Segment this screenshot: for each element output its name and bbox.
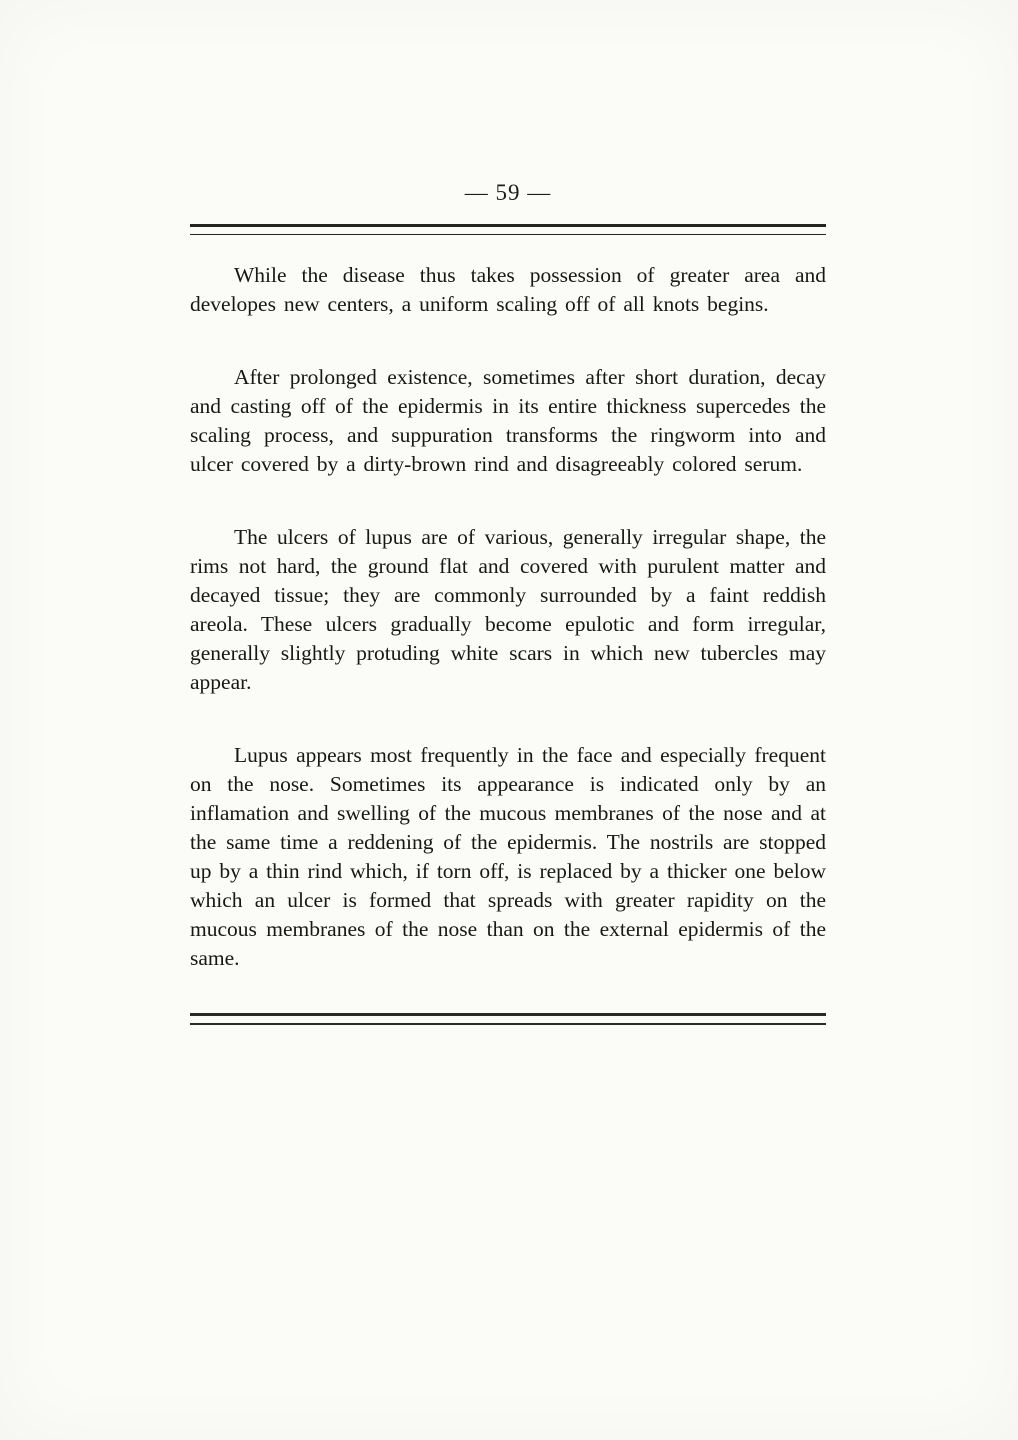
- paragraph: The ulcers of lupus are of various, generally irregular shape, the rims not hard, the ground flat and covered with purulent matter and decayed tissue; they are commonly surrounded by a faint reddish areola. These ulcers gradually become epulotic and form irregular, generally slightly protuding white scars in which new tubercles may appear.: [190, 525, 826, 694]
- text-block: [190, 180, 826, 1025]
- paragraph: Lupus appears most frequently in the face and especially frequent on the nose. Sometimes its appearance is indicated only by an inflamation and swelling of the mucous membranes of the nose and at the same time a reddening of the epidermis. The nostrils are stopped up by a thin rind which, if torn off, is replaced by a thicker one below which an ulcer is formed that spreads with greater rapidity on the mucous membranes of the nose than on the external epidermis of the same.: [190, 743, 826, 970]
- top-divider-rule: [190, 224, 826, 235]
- body-text: [190, 261, 826, 973]
- paragraph: While the disease thus takes possession of greater area and developes new centers, a uniform scaling off of all knots begins.: [190, 263, 826, 316]
- page-number: — 59 —: [464, 180, 552, 205]
- bottom-divider-rule: [190, 1013, 826, 1025]
- paragraph: After prolonged existence, sometimes after short duration, decay and casting off of the epidermis in its entire thickness supercedes the scaling process, and suppuration transforms the ringworm into and ulcer covered by a dirty-brown rind and disagreeably colored serum.: [190, 365, 826, 476]
